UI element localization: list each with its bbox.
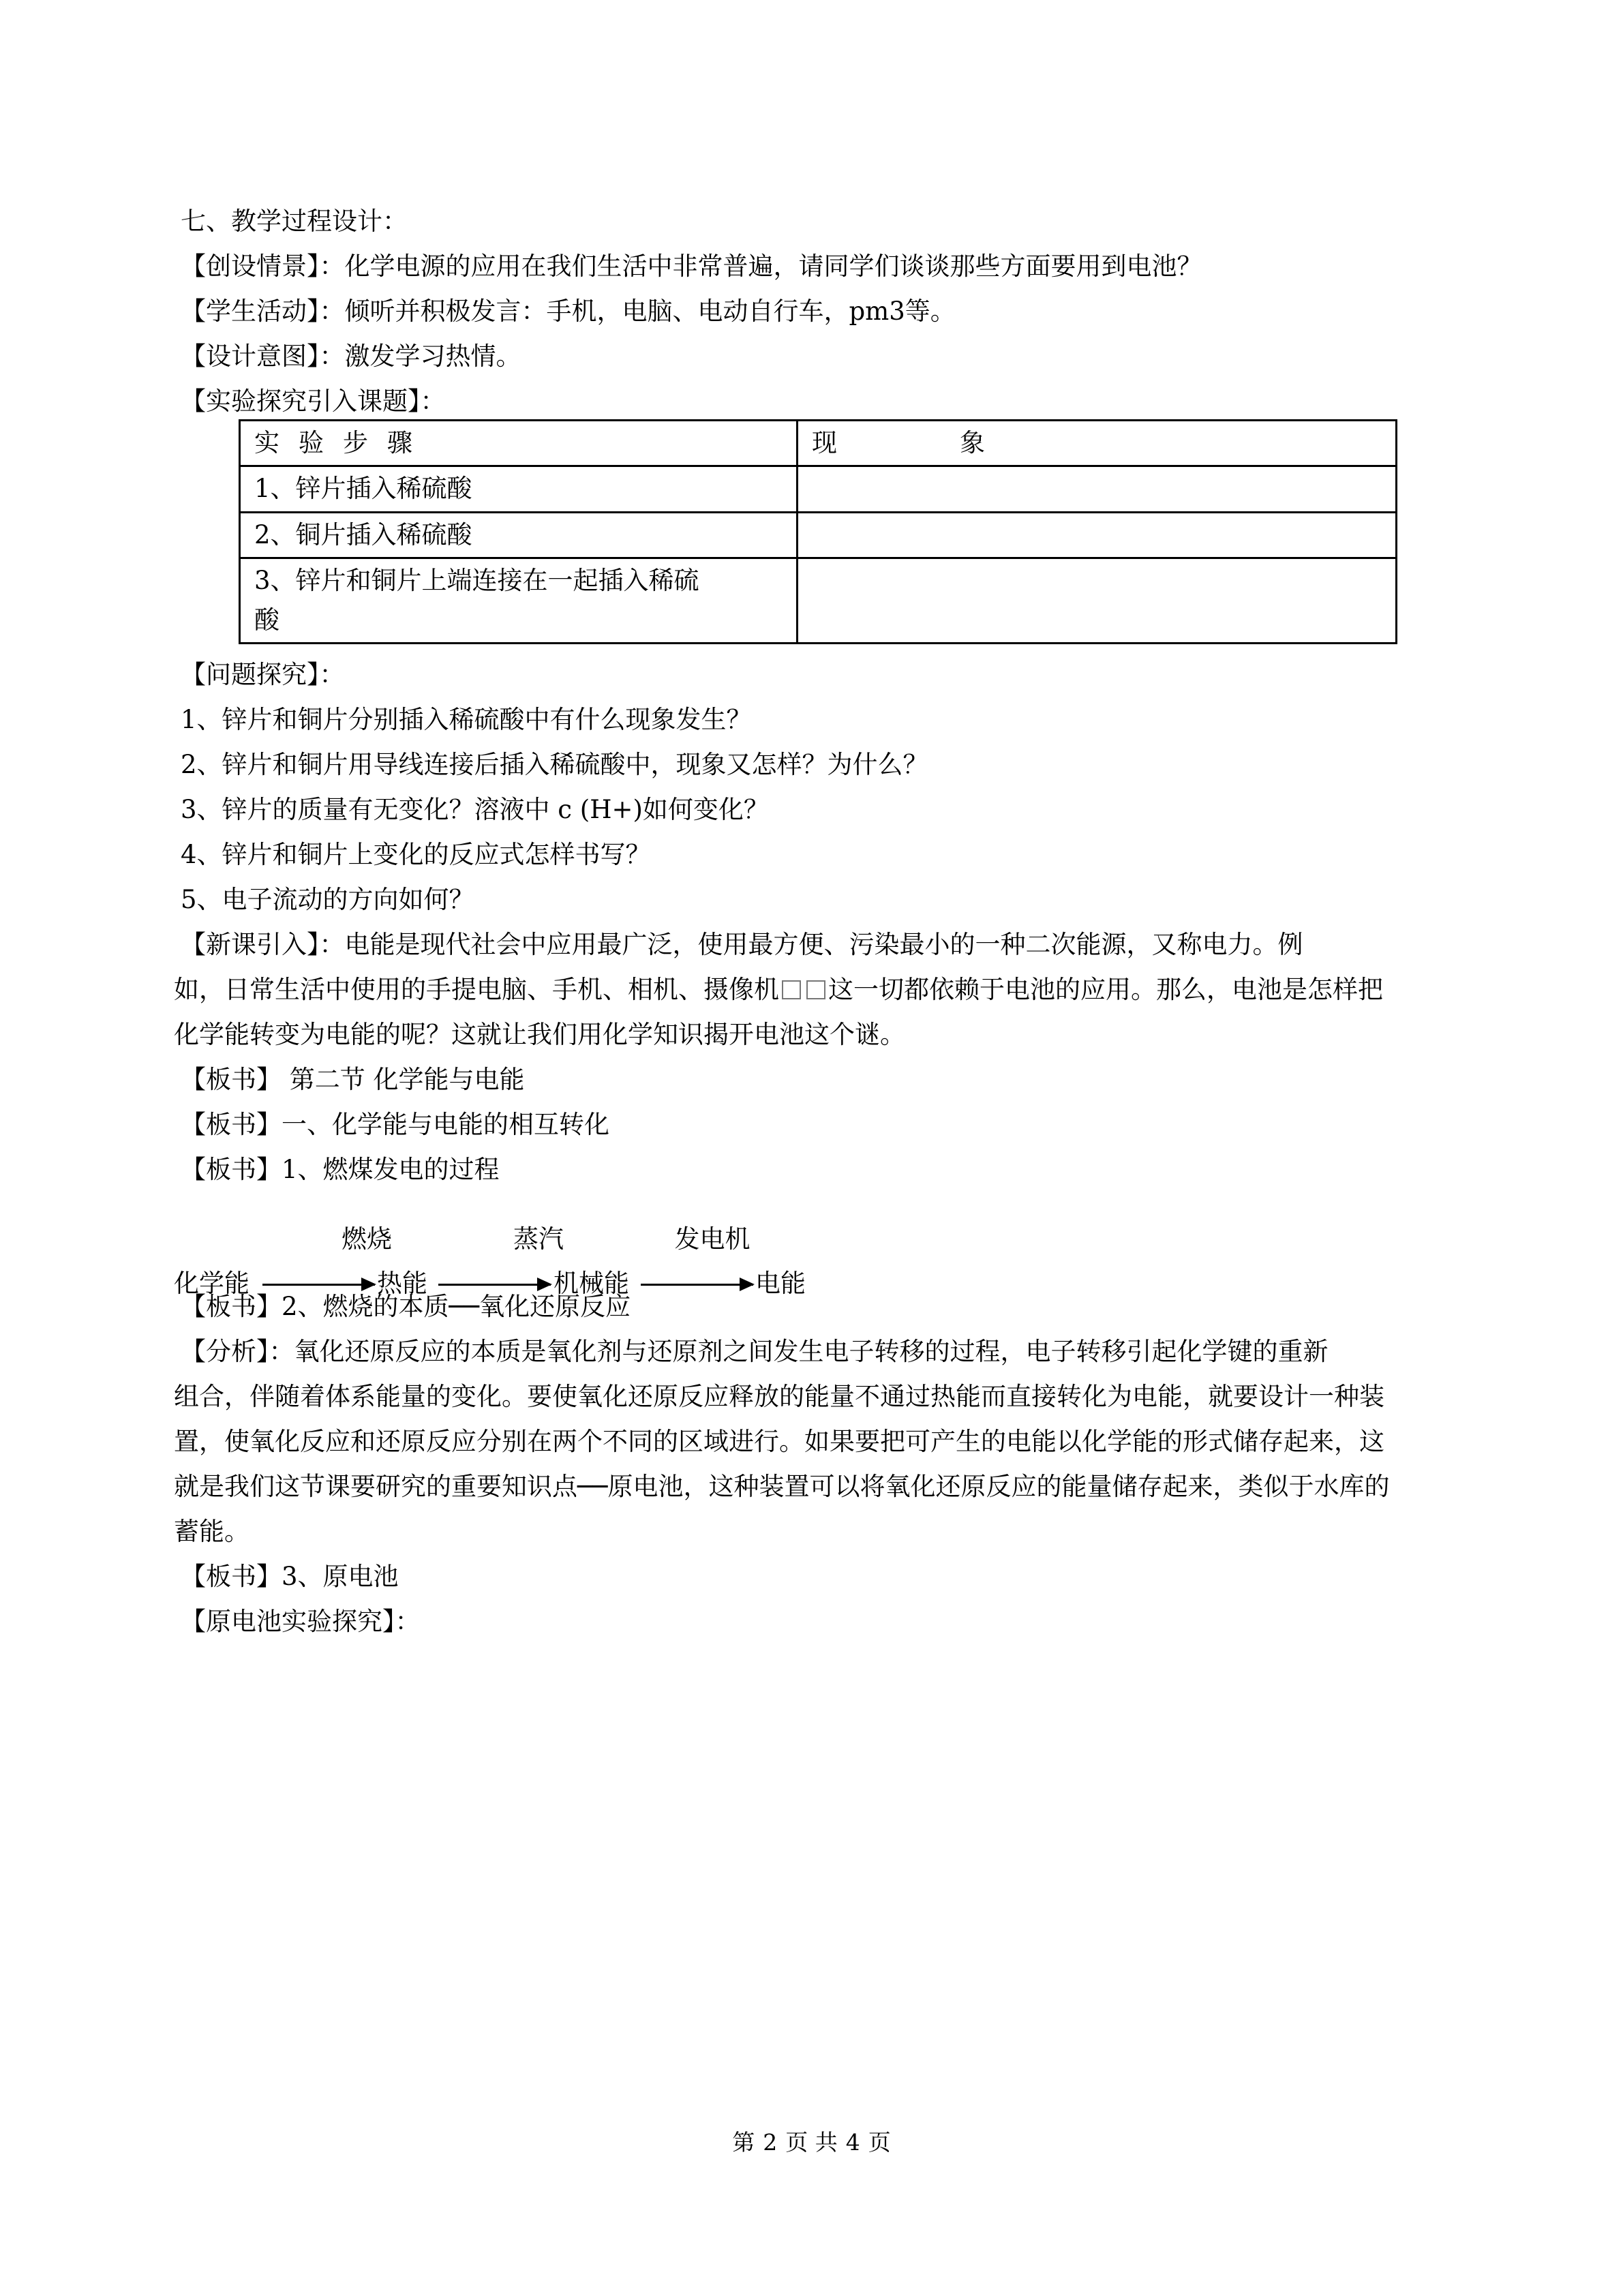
page-footer: 第 2 页 共 4 页 [732, 2129, 891, 2156]
question-item: 3、锌片的质量有无变化？溶液中 c (H+)如何变化？ [181, 795, 769, 824]
analysis-line1: 【分析】：氧化还原反应的本质是氧化剂与还原剂之间发生电子转移的过程，电子转移引起化学键的重新 [181, 1337, 1329, 1366]
table-row [240, 512, 1397, 558]
para-design-intent: 【设计意图】：激发学习热情。 [181, 342, 521, 371]
board-subtitle: 【板书】一、化学能与电能的相互转化 [181, 1110, 609, 1139]
question-item: 2、锌片和铜片用导线连接后插入稀硫酸中，现象又怎样？为什么？ [181, 750, 928, 779]
flow-term: 热能 [377, 1269, 427, 1298]
table-header-step: 实验步骤 [240, 421, 798, 466]
analysis-line5: 蓄能。 [174, 1517, 249, 1546]
new-lesson-line3: 化学能转变为电能的呢？这就让我们用化学知识揭开电池这个谜。 [174, 1020, 905, 1049]
page-number: 2 [763, 2129, 778, 2156]
flow-label: 燃烧 [342, 1224, 392, 1254]
table-row [240, 466, 1397, 512]
flow-label: 蒸汽 [513, 1224, 564, 1254]
analysis-line4: 就是我们这节课要研究的重要知识点──原电池，这种装置可以将氧化还原反应的能量储存起来，类似于水库的 [174, 1472, 1390, 1501]
para-question-explore: 【问题探究】： [181, 660, 345, 689]
table-cell-result [798, 512, 1397, 558]
board-item-1: 【板书】1、燃煤发电的过程 [181, 1155, 500, 1184]
table-cell-step: 3、锌片和铜片上端连接在一起插入稀硫 酸 [240, 558, 798, 643]
analysis-line3: 置，使氧化反应和还原反应分别在两个不同的区域进行。如果要把可产生的电能以化学能的形式储存起来，这 [174, 1427, 1384, 1456]
para-create-scene: 【创设情景】：化学电源的应用在我们生活中非常普遍，请同学们谈谈那些方面要用到电池？ [181, 252, 1202, 281]
flow-term: 化学能 [174, 1269, 249, 1298]
missing-glyph-icon [782, 980, 801, 999]
question-item: 4、锌片和铜片上变化的反应式怎样书写？ [181, 840, 651, 869]
board-item-2: 【板书】2、燃烧的本质──氧化还原反应 [181, 1292, 631, 1321]
page-total: 4 [845, 2129, 860, 2156]
table-header-row [240, 421, 1397, 466]
table-cell-step: 1、锌片插入稀硫酸 [240, 466, 798, 512]
new-lesson-line1: 【新课引入】：电能是现代社会中应用最广泛，使用最方便、污染最小的一种二次能源，又称电力。例 [181, 930, 1303, 959]
para-student-activity: 【学生活动】：倾听并积极发言：手机，电脑、电动自行车，pm3等。 [181, 297, 956, 326]
missing-glyph-icon [806, 980, 825, 999]
para-experiment-intro: 【实验探究引入课题】： [181, 387, 446, 416]
analysis-line2: 组合，伴随着体系能量的变化。要使氧化还原反应释放的能量不通过热能而直接转化为电能，就要设计一种装 [174, 1382, 1384, 1411]
flow-label: 发电机 [674, 1224, 750, 1254]
table-row [240, 558, 1397, 643]
flow-term: 机械能 [553, 1269, 629, 1298]
para-cell-experiment: 【原电池实验探究】： [181, 1607, 421, 1636]
new-lesson-line2: 如，日常生活中使用的手提电脑、手机、相机、摄像机 这一切都依赖于电池的应用。那么，电池是怎样把 [174, 975, 1383, 1004]
table-cell-result [798, 558, 1397, 643]
section-heading: 七、教学过程设计： [181, 207, 408, 236]
question-item: 1、锌片和铜片分别插入稀硫酸中有什么现象发生？ [181, 705, 752, 734]
table-cell-step: 2、铜片插入稀硫酸 [240, 512, 798, 558]
table-cell-result [798, 466, 1397, 512]
question-item: 5、电子流动的方向如何？ [181, 885, 474, 914]
flow-term: 电能 [755, 1269, 806, 1298]
board-item-3: 【板书】3、原电池 [181, 1562, 399, 1591]
experiment-table [239, 419, 1397, 644]
table-header-result: 现象 [798, 421, 1397, 466]
board-section-title: 【板书】 第二节 化学能与电能 [181, 1065, 525, 1094]
